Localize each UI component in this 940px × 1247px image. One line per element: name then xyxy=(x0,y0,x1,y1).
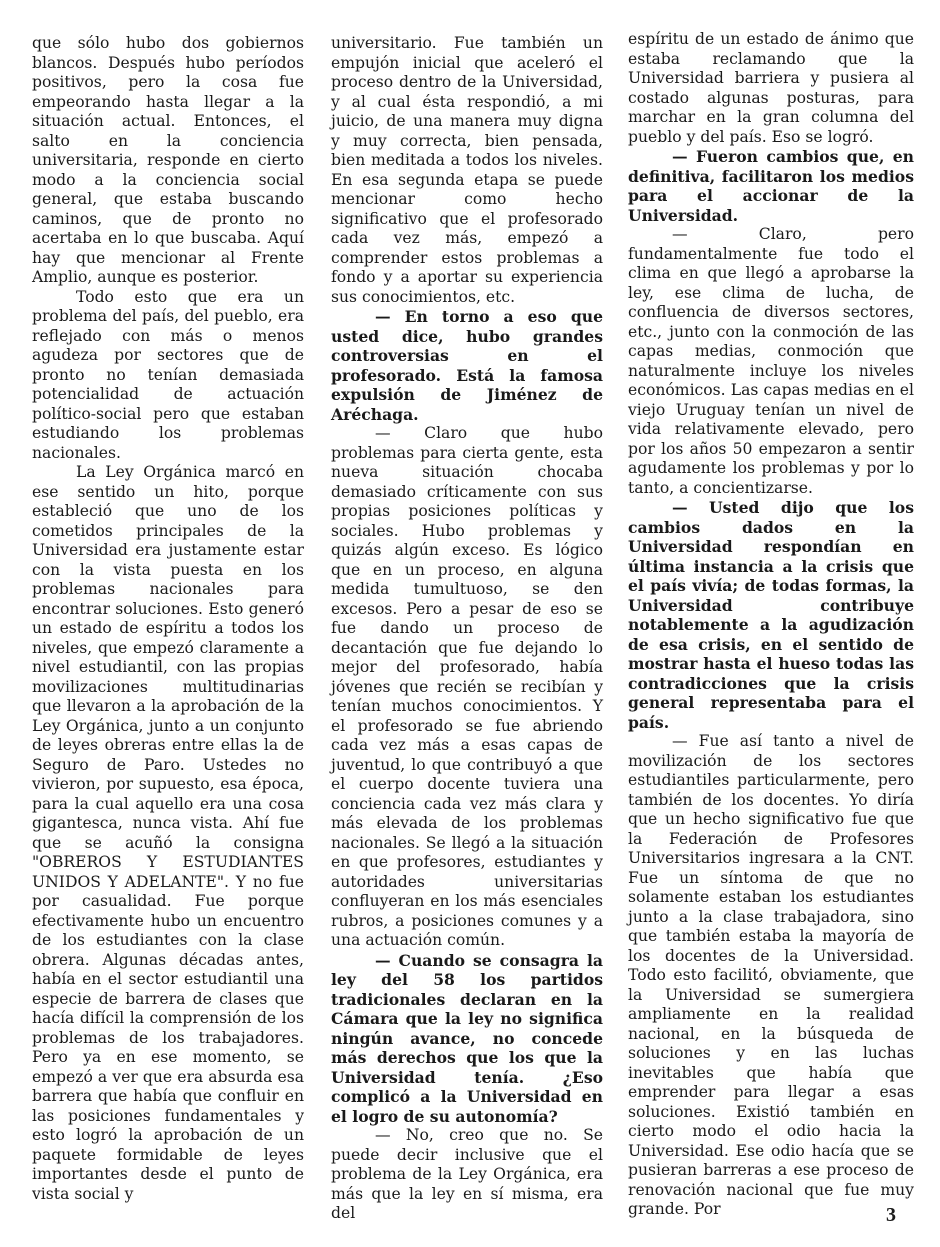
interview-answer: — Claro que hubo problemas para cierta gente, esta nueva situación chocaba demasiado críticamente con sus propias posiciones políticas y sociales. Hubo problemas y quizás algún exceso. Es lógico que en un proceso, en alguna medida tumultuoso, se den excesos. Pero a pesar de eso se fue dando un proceso de decantación que fue dejando lo mejor del profesorado, había jóvenes que recién se recibían y tenían muchos conocimientos. Y el profesorado se fue abriendo cada vez más a esas capas de juventud, lo que contribuyó a que el cuerpo docente tuviera una conciencia cada vez más clara y más elevada de los problemas nacionales. Se llegó a la situación en que profesores, estudiantes y autoridades universitarias confluyeran en los más esenciales rubros, a posiciones comunes y a una actuación común. xyxy=(331,424,603,949)
paragraph: espíritu de un estado de ánimo que estaba reclamando que la Universidad barriera y pusiera al costado algunas posturas, para marchar en la gran columna del pueblo y del país. Eso se logró. xyxy=(628,30,914,146)
paragraph: universitario. Fue también un empujón inicial que aceleró el proceso dentro de la Universidad, y al cual ésta respondió, a mi juicio, de una manera muy digna y muy correcta, bien pensada, bien meditada a todos los niveles. En esa segunda etapa se puede mencionar como hecho significativo que el profesorado cada vez más, empezó a comprender estos problemas a fondo y a aportar su experiencia sus conocimientos, etc. xyxy=(331,34,603,306)
interview-question: — Usted dijo que los cambios dados en la Universidad respondían en última instancia a la crisis que el país vivía; de todas formas, la Universidad contribuye notablemente a la agudización de esa crisis, en el sentido de mostrar hasta el hueso todas las contradicciones que la crisis general representaba para el país. xyxy=(628,498,914,732)
interview-question: — Fueron cambios que, en definitiva, facilitaron los medios para el accionar de la Universidad. xyxy=(628,147,914,225)
interview-answer: — No, creo que no. Se puede decir inclusive que el problema de la Ley Orgánica, era más que la ley en sí misma, era del xyxy=(331,1126,603,1222)
interview-answer: — Claro, pero fundamentalmente fue todo el clima en que llegó a aprobarse la ley, ese clima de lucha, de confluencia de diversos sectores, etc., junto con la conmoción de las capas medias, conmoción que naturalmente incluye los niveles económicos. Las capas medias en el viejo Uruguay tenían un nivel de vida relativamente elevado, pero por los años 50 empezaron a sentir agudamente los problemas y por lo tanto, a concientizarse. xyxy=(628,225,914,497)
text-column-2 xyxy=(331,34,603,1224)
paragraph: Todo esto que era un problema del país, del pueblo, era reflejado con más o menos agudeza por sectores que de pronto no tenían demasiada potencialidad de actuación político-social pero que estaban estudiando los problemas nacionales. xyxy=(32,287,304,462)
text-column-1 xyxy=(32,34,304,1204)
paragraph: que sólo hubo dos gobiernos blancos. Después hubo períodos positivos, pero la cosa fue empeorando hasta llegar a la situación actual. Entonces, el salto en la conciencia universitaria, responde en cierto modo a la conciencia social general, que estaba buscando caminos, que de pronto no acertaba en lo que buscaba. Aquí hay que mencionar al Frente Amplio, aunque es posterior. xyxy=(32,34,304,286)
interview-answer: — Fue así tanto a nivel de movilización de los sectores estudiantiles particularmente, pero también de los docentes. Yo diría que un hecho significativo fue que la Federación de Profesores Universitarios ingresara a la CNT. Fue un síntoma de que no solamente estaban los estudiantes junto a la clase trabajadora, sino que también estaba la mayoría de los docentes de la Universidad. Todo esto facilitó, obviamente, que la Universidad se sumergiera ampliamente en la realidad nacional, en la búsqueda de soluciones y en las luchas inevitables que había que emprender para llegar a esas soluciones. Existió también en cierto modo el odio hacia la Universidad. Ese odio hacía que se pusieran barreras a ese proceso de renovación nacional que fue muy grande. Por xyxy=(628,732,914,1218)
interview-question: — Cuando se consagra la ley del 58 los partidos tradicionales declaran en la Cámara que la ley no significa ningún avance, no concede más derechos que los que la Universidad tenía. ¿Eso complicó a la Universidad en el logro de su autonomía? xyxy=(331,950,603,1126)
text-column-3 xyxy=(628,30,914,1220)
paragraph: La Ley Orgánica marcó en ese sentido un hito, porque estableció que uno de los cometidos principales de la Universidad era justamente estar con la vista puesta en los problemas nacionales para encontrar soluciones. Esto generó un estado de espíritu a todos los niveles, que empezó claramente a nivel estudiantil, con las propias movilizaciones multitudinarias que llevaron a la aprobación de la Ley Orgánica, junto a un conjunto de leyes obreras entre ellas la de Seguro de Paro. Ustedes no vivieron, por supuesto, esa época, para la cual aquello era una cosa gigantesca, nunca vista. Ahí fue que se acuñó la consigna "OBREROS Y ESTUDIANTES UNIDOS Y ADELANTE". Y no fue por casualidad. Fue porque efectivamente hubo un encuentro de los estudiantes con la clase obrera. Algunas décadas antes, había en el sector estudiantil una especie de barrera de clases que hacía difícil la comprensión de los problemas de los trabajadores. Pero ya en ese momento, se empezó a ver que era absurda esa barrera que había que confluir en las posiciones fundamentales y esto logró la aprobación de un paquete formidable de leyes importantes desde el punto de vista social y xyxy=(32,463,304,1203)
page-number: 3 xyxy=(886,1204,896,1226)
interview-question: — En torno a eso que usted dice, hubo grandes controversias en el profesorado. Está la famosa expulsión de Jiménez de Aréchaga. xyxy=(331,307,603,424)
